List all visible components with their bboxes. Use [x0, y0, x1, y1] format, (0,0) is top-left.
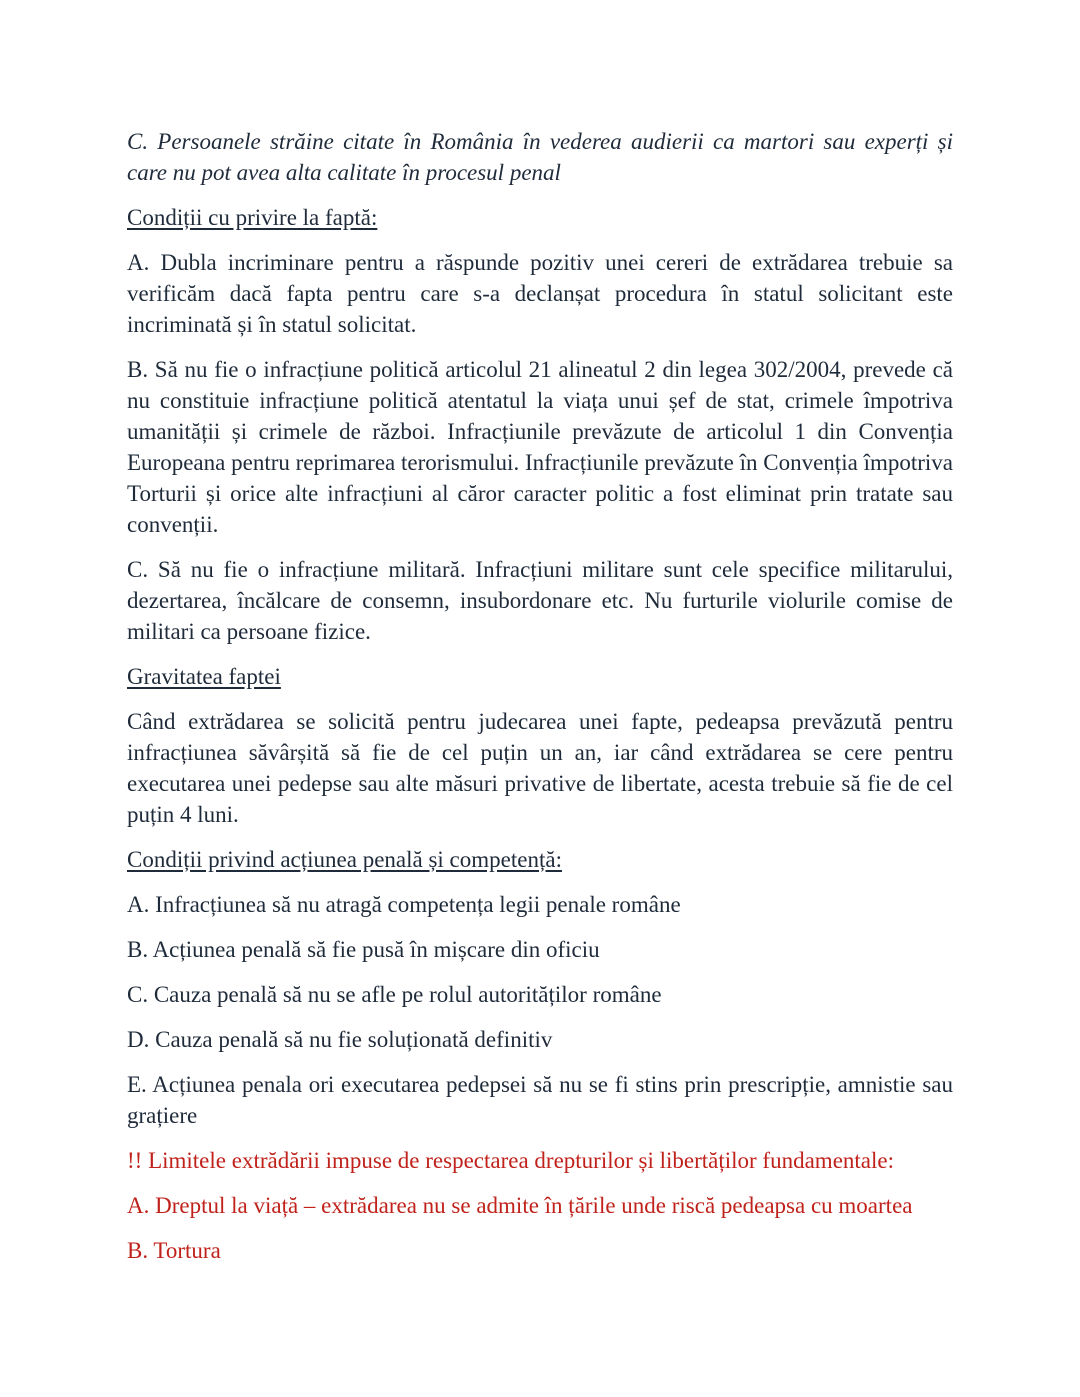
heading-limitele-extradarii: !! Limitele extrădării impuse de respectarea drepturilor și libertăților fundamentale:	[127, 1148, 894, 1173]
list-item: A. Infracțiunea să nu atragă competența legii penale române	[127, 892, 681, 917]
list-item-dreptul-la-viata: A. Dreptul la viață – extrădarea nu se admite în țările unde riscă pedeapsa cu moartea	[127, 1193, 913, 1218]
list-item: C. Cauza penală să nu se afle pe rolul autorităților române	[127, 982, 662, 1007]
paragraph-infractiune-militara: C. Să nu fie o infracțiune militară. Infracțiuni militare sunt cele specifice militarului, dezertarea, încălcare de consemn, insubordonare etc. Nu furturile violurile comise de militari ca persoane fizice.	[127, 557, 953, 644]
paragraph-infractiune-politica: B. Să nu fie o infracțiune politică articolul 21 alineatul 2 din legea 302/2004, prevede că nu constituie infracțiune politică atentatul la viața unui șef de stat, crimele împotriva umanității și crimele de război. Infracțiunile prevăzute de articolul 1 din Convenția Europeana pentru reprimarea terorismului. Infracțiunile prevăzute în Convenția împotriva Torturii și orice alte infracțiuni al căror caracter politic a fost eliminat prin tratate sau convenții.	[127, 357, 953, 537]
heading-conditii-actiune-penala: Condiții privind acțiunea penală și competență:	[127, 847, 562, 872]
list-item: B. Acțiunea penală să fie pusă în mișcare din oficiu	[127, 937, 600, 962]
list-item: E. Acțiunea penala ori executarea pedepsei să nu se fi stins prin prescripție, amnistie sau grațiere	[127, 1072, 953, 1128]
list-item: D. Cauza penală să nu fie soluționată definitiv	[127, 1027, 553, 1052]
heading-gravitatea-faptei: Gravitatea faptei	[127, 664, 281, 689]
list-item-tortura: B. Tortura	[127, 1238, 221, 1263]
paragraph-dubla-incriminare: A. Dubla incriminare pentru a răspunde pozitiv unei cereri de extrădarea trebuie sa verificăm dacă fapta pentru care s-a declanșat procedura în statul solicitant este incriminată și în statul solicitat.	[127, 250, 953, 337]
intro-italic-paragraph: C. Persoanele străine citate în România în vederea audierii ca martori sau experți și care nu pot avea alta calitate în procesul penal	[127, 129, 953, 185]
paragraph-gravitatea-faptei: Când extrădarea se solicită pentru judecarea unei fapte, pedeapsa prevăzută pentru infracțiunea săvârșită să fie de cel puțin un an, iar când extrădarea se cere pentru executarea unei pedepse sau alte măsuri privative de libertate, acesta trebuie să fie de cel puțin 4 luni.	[127, 709, 953, 827]
heading-conditii-fapta: Condiții cu privire la faptă:	[127, 205, 378, 230]
document-page	[127, 126, 953, 1280]
